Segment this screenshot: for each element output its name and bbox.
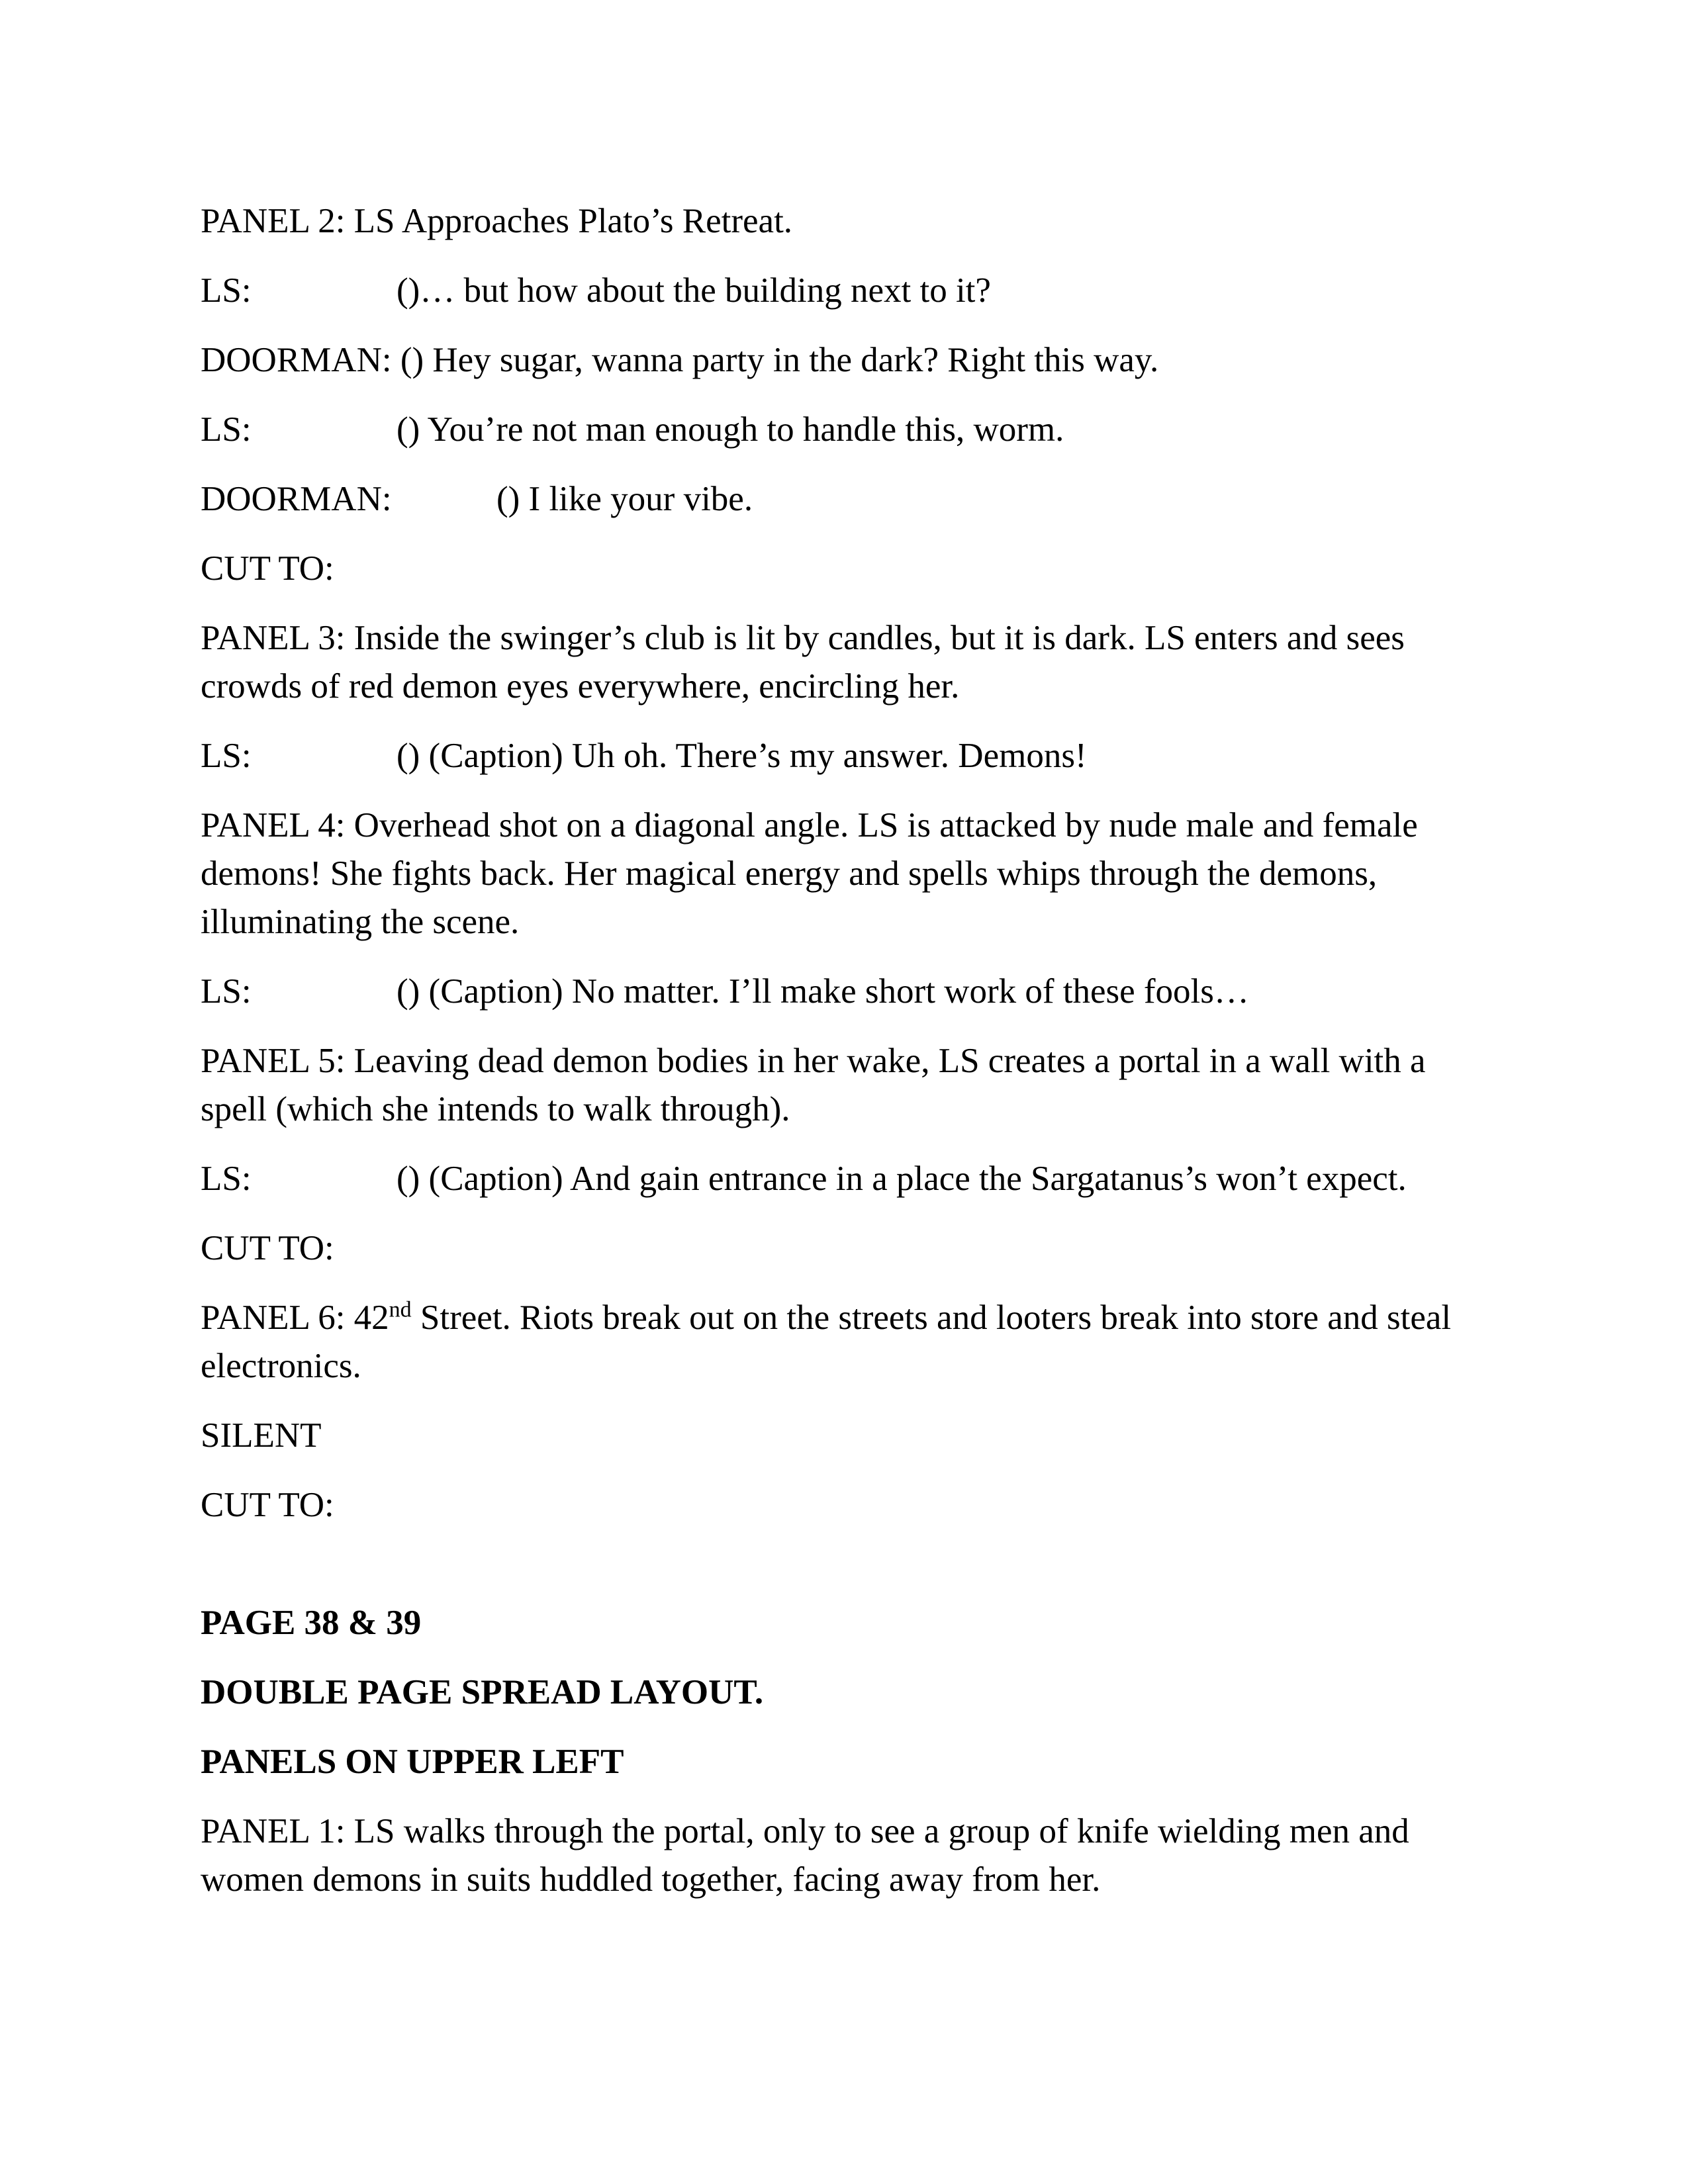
- dialogue-text: () (Caption) Uh oh. There’s my answer. Demons!: [397, 737, 1087, 775]
- ordinal-suffix: nd: [389, 1297, 412, 1322]
- speaker-label: LS:: [201, 1160, 252, 1198]
- panel-1-description: PANEL 1: LS walks through the portal, only to see a group of knife wielding men and women demons in suits huddled together, facing away from her.: [201, 1812, 1409, 1899]
- dialogue-text: () (Caption) And gain entrance in a place the Sargatanus’s won’t expect.: [397, 1160, 1407, 1198]
- dialogue-text: () (Caption) No matter. I’ll make short work of these fools…: [397, 972, 1249, 1011]
- speaker-label: LS:: [201, 737, 252, 775]
- dialogue-text: ()… but how about the building next to it?: [397, 271, 991, 310]
- speaker-label: LS:: [201, 972, 252, 1011]
- script-body: [201, 197, 1488, 1925]
- panel-5-description: PANEL 5: Leaving dead demon bodies in her wake, LS creates a portal in a wall with a spell (which she intends to walk through).: [201, 1042, 1426, 1128]
- panel-6-description: [201, 1294, 1488, 1390]
- silent-note: SILENT: [201, 1416, 322, 1455]
- panels-location-heading: PANELS ON UPPER LEFT: [201, 1743, 624, 1781]
- page-heading: PAGE 38 & 39: [201, 1604, 422, 1642]
- panel-6-prefix: PANEL 6: 42: [201, 1298, 389, 1337]
- dialogue-line: [201, 1155, 1488, 1203]
- dialogue-line: [201, 406, 1488, 454]
- panel-3-description: PANEL 3: Inside the swinger’s club is lit by candles, but it is dark. LS enters and sees crowds of red demon eyes everywhere, encircling her.: [201, 619, 1405, 705]
- cut-to-transition: CUT TO:: [201, 1486, 334, 1524]
- speaker-label: LS:: [201, 271, 252, 310]
- speaker-label: DOORMAN:: [201, 480, 392, 518]
- cut-to-transition: CUT TO:: [201, 549, 334, 588]
- panel-6-rest: Street. Riots break out on the streets and looters break into store and steal electronics.: [201, 1298, 1452, 1385]
- dialogue-line-doorman: DOORMAN: () Hey sugar, wanna party in the dark? Right this way.: [201, 341, 1159, 379]
- speaker-label: LS:: [201, 410, 252, 449]
- dialogue-line: [201, 968, 1488, 1016]
- cut-to-transition: CUT TO:: [201, 1229, 334, 1267]
- dialogue-text: () You’re not man enough to handle this, worm.: [397, 410, 1064, 449]
- dialogue-text: () I like your vibe.: [496, 480, 753, 518]
- dialogue-line: [201, 267, 1488, 315]
- dialogue-line: [201, 475, 1488, 523]
- panel-2-description: PANEL 2: LS Approaches Plato’s Retreat.: [201, 202, 793, 240]
- dialogue-line: [201, 732, 1488, 780]
- panel-4-description: PANEL 4: Overhead shot on a diagonal angle. LS is attacked by nude male and female demons! She fights back. Her magical energy and spells whips through the demons, illuminating the scene.: [201, 806, 1418, 941]
- layout-heading: DOUBLE PAGE SPREAD LAYOUT.: [201, 1673, 764, 1711]
